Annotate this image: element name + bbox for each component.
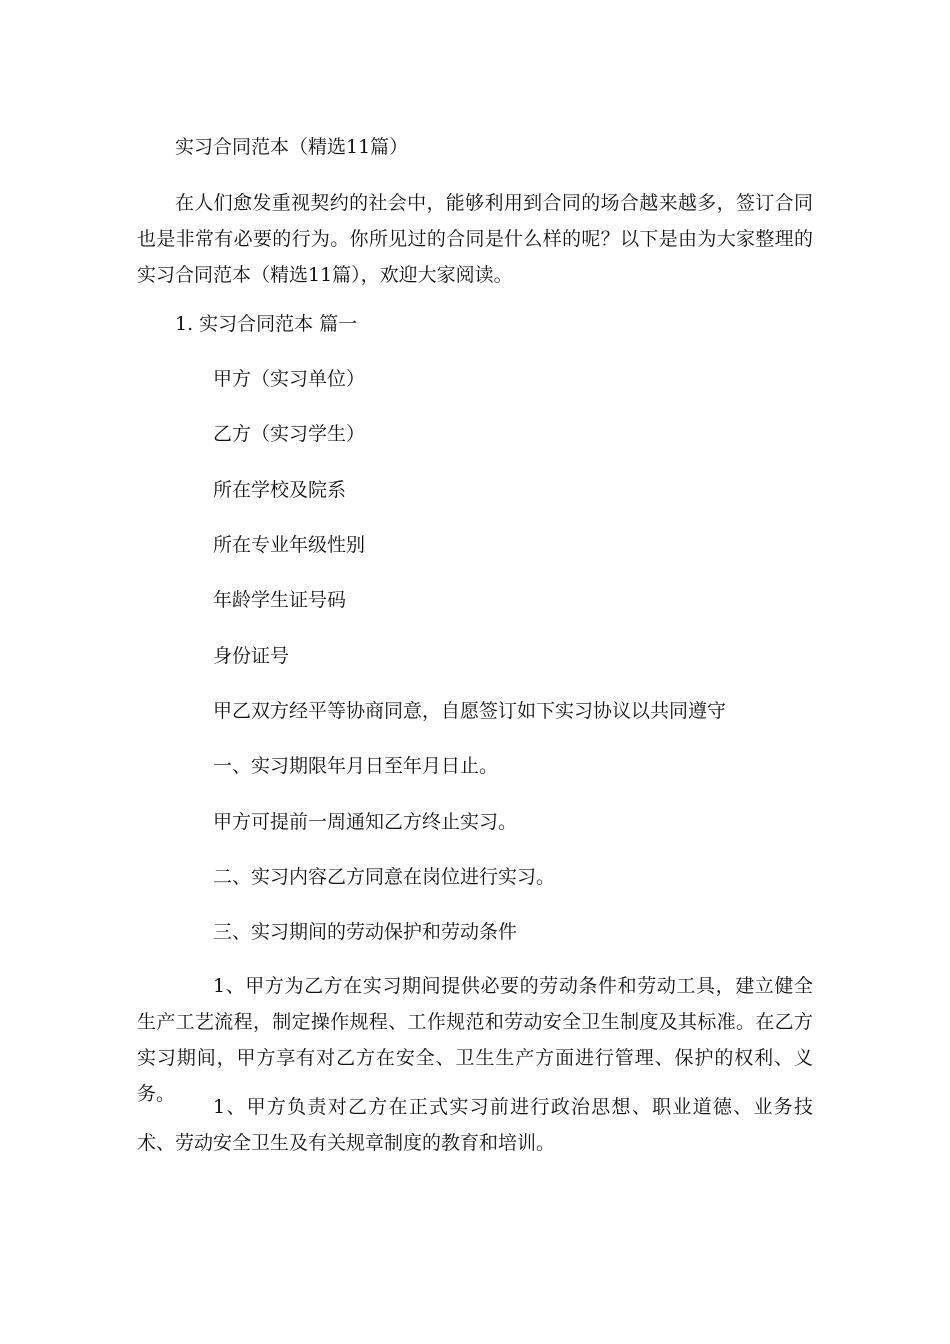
field-major-grade-gender: 所在专业年级性别 [213, 534, 366, 556]
field-party-a: 甲方（实习单位） [213, 368, 366, 390]
field-id-number: 身份证号 [213, 645, 290, 667]
clause-labor-protection-item: 1、甲方为乙方在实习期间提供必要的劳动条件和劳动工具，建立健全生产工艺流程，制定操作规程、工作规范和劳动安全卫生制度及其标准。在乙方实习期间，甲方享有对乙方在安全、卫生生产方面进行管理、保护的权利、义务。 [137, 975, 813, 1105]
field-party-b: 乙方（实习学生） [213, 423, 366, 445]
clause-termination-notice: 甲方可提前一周通知乙方终止实习。 [213, 811, 518, 833]
document-title: 实习合同范本（精选11篇） [175, 136, 409, 158]
field-age-student-id: 年龄学生证号码 [213, 589, 347, 611]
clause-training-item: 1、甲方负责对乙方在正式实习前进行政治思想、职业道德、业务技术、劳动安全卫生及有关规章制度的教育和培训。 [137, 1096, 813, 1154]
section-heading: 1. 实习合同范本 篇一 [175, 313, 358, 335]
intro-paragraph: 在人们愈发重视契约的社会中，能够利用到合同的场合越来越多，签订合同也是非常有必要的行为。你所见过的合同是什么样的呢？以下是由为大家整理的实习合同范本（精选11篇），欢迎大家阅读。 [137, 192, 813, 286]
field-school-department: 所在学校及院系 [213, 479, 347, 501]
clause-internship-content: 二、实习内容乙方同意在岗位进行实习。 [213, 866, 556, 888]
clause-internship-period: 一、实习期限年月日至年月日止。 [213, 755, 499, 777]
agreement-statement: 甲乙双方经平等协商同意，自愿签订如下实习协议以共同遵守 [213, 700, 727, 722]
clause-labor-protection-heading: 三、实习期间的劳动保护和劳动条件 [213, 921, 518, 943]
